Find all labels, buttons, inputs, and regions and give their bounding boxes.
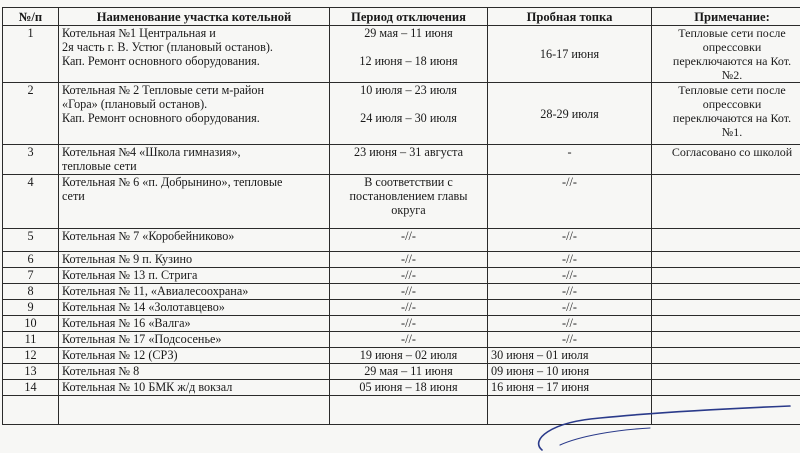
row-number: 7: [3, 268, 59, 284]
note-cell-line: переключаются на Кот.: [672, 111, 792, 125]
note-cell-line: [655, 332, 800, 346]
note-cell: [652, 348, 800, 364]
trial-firing-cell: -//-: [488, 332, 652, 348]
note-cell-line: №2.: [721, 68, 743, 82]
note-cell-line: опрессовки: [702, 40, 762, 54]
table-row: [3, 83, 800, 145]
outage-period-cell: [330, 396, 488, 425]
table-row: [3, 364, 800, 380]
outage-period-cell: [330, 284, 488, 300]
trial-firing-cell: -//-: [488, 175, 652, 229]
outage-period-cell: [330, 26, 488, 83]
section-name-cell: [59, 380, 330, 396]
section-name-cell: [59, 316, 330, 332]
row-number: 12: [3, 348, 59, 364]
trial-firing-cell: 16-17 июня: [488, 26, 652, 83]
trial-firing-cell: -//-: [488, 252, 652, 268]
note-cell: [652, 175, 800, 229]
header-note: Примечание:: [652, 8, 800, 26]
outage-period-cell-line: 19 июня – 02 июля: [359, 348, 458, 362]
outage-period-cell: [330, 252, 488, 268]
section-name-cell-line: Котельная № 8: [62, 364, 140, 378]
outage-period-cell-line: постановлением главы: [349, 189, 468, 203]
note-cell-line: [655, 364, 800, 378]
row-number: 2: [3, 83, 59, 145]
section-name-cell-line: тепловые сети: [62, 159, 137, 173]
note-cell-line: [655, 229, 800, 243]
section-name-cell: [59, 145, 330, 175]
note-cell: [652, 332, 800, 348]
header-section-name: Наименование участка котельной: [59, 8, 330, 26]
table-row: [3, 268, 800, 284]
outage-period-cell-line: 23 июня – 31 августа: [354, 145, 463, 159]
outage-period-cell: [330, 83, 488, 145]
trial-firing-cell: -//-: [488, 284, 652, 300]
outage-period-cell-line: -//-: [401, 332, 416, 346]
outage-period-cell-line: -//-: [401, 252, 416, 266]
section-name-cell: [59, 300, 330, 316]
outage-period-cell: [330, 316, 488, 332]
note-cell: [652, 252, 800, 268]
trial-firing-cell: -//-: [488, 229, 652, 252]
note-cell: [652, 26, 800, 83]
section-name-cell-line: Котельная № 6 «п. Добрынино», тепловые: [62, 175, 283, 189]
outage-period-cell: [330, 268, 488, 284]
outage-period-cell-line: 12 июня – 18 июня: [359, 54, 458, 68]
note-cell: [652, 364, 800, 380]
trial-firing-cell: 28-29 июля: [488, 83, 652, 145]
outage-period-cell-line: -//-: [401, 229, 416, 243]
note-cell: [652, 229, 800, 252]
table-header-row: [3, 8, 800, 26]
note-cell-line: [655, 284, 800, 298]
outage-period-cell: [330, 332, 488, 348]
section-name-cell-line: 2я часть г. В. Устюг (плановый останов).: [62, 40, 273, 54]
note-cell-line: [655, 300, 800, 314]
outage-period-cell-line: 05 июня – 18 июня: [359, 380, 458, 394]
outage-period-cell: [330, 229, 488, 252]
outage-period-cell: [330, 380, 488, 396]
note-cell-line: [655, 252, 800, 266]
section-name-cell-line: Котельная № 7 «Коробейниково»: [62, 229, 235, 243]
table-row: [3, 300, 800, 316]
section-name-cell: [59, 332, 330, 348]
section-name-cell-line: сети: [62, 189, 85, 203]
section-name-cell: [59, 396, 330, 425]
note-cell-line: Тепловые сети после: [678, 26, 786, 40]
trial-firing-cell: 09 июня – 10 июня: [488, 364, 652, 380]
section-name-cell-line: Котельная № 10 БМК ж/д вокзал: [62, 380, 233, 394]
trial-firing-cell: 30 июня – 01 июля: [488, 348, 652, 364]
outage-period-cell-line: -//-: [401, 268, 416, 282]
note-cell-line: Тепловые сети после: [678, 83, 786, 97]
outage-period-cell-line: 24 июля – 30 июля: [360, 111, 457, 125]
note-cell-line: [655, 175, 800, 189]
note-cell-line: [655, 348, 800, 362]
table-row: [3, 175, 800, 229]
section-name-cell: [59, 26, 330, 83]
row-number: 11: [3, 332, 59, 348]
outage-period-cell-line: В соответствии с: [364, 175, 453, 189]
outage-period-cell-line: [333, 97, 484, 111]
section-name-cell-line: [62, 396, 326, 410]
note-cell-line: Согласовано со школой: [671, 145, 793, 159]
section-name-cell-line: Котельная № 2 Тепловые сети м-район: [62, 83, 264, 97]
note-cell: [652, 316, 800, 332]
note-cell: [652, 268, 800, 284]
outage-period-cell-line: -//-: [401, 316, 416, 330]
note-cell: [652, 145, 800, 175]
section-name-cell-line: «Гора» (плановый останов).: [62, 97, 208, 111]
table-row: [3, 229, 800, 252]
outage-period-cell-line: 10 июля – 23 июля: [360, 83, 457, 97]
section-name-cell: [59, 252, 330, 268]
section-name-cell-line: Котельная №1 Центральная и: [62, 26, 216, 40]
trial-firing-cell: -: [488, 145, 652, 175]
row-number: 10: [3, 316, 59, 332]
outage-period-cell: [330, 175, 488, 229]
row-number: 8: [3, 284, 59, 300]
note-cell-line: переключаются на Кот.: [672, 54, 792, 68]
note-cell-line: опрессовки: [702, 97, 762, 111]
section-name-cell: [59, 348, 330, 364]
outage-period-cell: [330, 300, 488, 316]
outage-schedule-table: [2, 7, 800, 425]
section-name-cell: [59, 364, 330, 380]
section-name-cell-line: Котельная № 12 (СРЗ): [62, 348, 178, 362]
note-cell: [652, 380, 800, 396]
table-row: [3, 380, 800, 396]
outage-period-cell-line: -//-: [401, 284, 416, 298]
row-number: [3, 396, 59, 425]
outage-period-cell-line: [333, 40, 484, 54]
section-name-cell-line: Котельная № 16 «Валга»: [62, 316, 191, 330]
trial-firing-cell: 16 июня – 17 июня: [488, 380, 652, 396]
note-cell-line: [655, 316, 800, 330]
section-name-cell: [59, 284, 330, 300]
section-name-cell-line: Котельная № 13 п. Стрига: [62, 268, 198, 282]
row-number: 13: [3, 364, 59, 380]
trial-firing-cell: -//-: [488, 316, 652, 332]
section-name-cell: [59, 229, 330, 252]
note-cell: [652, 284, 800, 300]
note-cell-line: [655, 380, 800, 394]
note-cell-line: [655, 268, 800, 282]
outage-period-cell: [330, 145, 488, 175]
row-number: 14: [3, 380, 59, 396]
section-name-cell-line: Кап. Ремонт основного оборудования.: [62, 54, 260, 68]
table-row: [3, 332, 800, 348]
table-row: [3, 316, 800, 332]
note-cell-line: №1.: [721, 125, 743, 139]
outage-period-cell: [330, 348, 488, 364]
outage-period-cell-line: округа: [391, 203, 426, 217]
table-row: [3, 284, 800, 300]
row-number: 9: [3, 300, 59, 316]
table-body: [3, 26, 800, 425]
header-outage-period: Период отключения: [330, 8, 488, 26]
section-name-cell-line: Котельная № 11, «Авиалесоохрана»: [62, 284, 249, 298]
section-name-cell-line: Котельная №4 «Школа гимназия»,: [62, 145, 241, 159]
table-row: [3, 26, 800, 83]
outage-period-cell-line: -//-: [401, 300, 416, 314]
row-number: 6: [3, 252, 59, 268]
row-number: 4: [3, 175, 59, 229]
section-name-cell-line: Котельная № 17 «Подсосенье»: [62, 332, 222, 346]
row-number: 3: [3, 145, 59, 175]
outage-period-cell-line: 29 мая – 11 июня: [364, 26, 453, 40]
outage-period-cell-line: [333, 396, 484, 410]
table-row: [3, 145, 800, 175]
section-name-cell: [59, 83, 330, 145]
note-cell: [652, 300, 800, 316]
section-name-cell-line: Котельная № 9 п. Кузино: [62, 252, 193, 266]
trial-firing-cell: -//-: [488, 300, 652, 316]
table-row: [3, 252, 800, 268]
section-name-cell: [59, 175, 330, 229]
outage-period-cell-line: 29 мая – 11 июня: [364, 364, 453, 378]
section-name-cell-line: Кап. Ремонт основного оборудования.: [62, 111, 260, 125]
trial-firing-cell: -//-: [488, 268, 652, 284]
outage-period-cell: [330, 364, 488, 380]
note-cell: [652, 83, 800, 145]
table-row: [3, 348, 800, 364]
section-name-cell: [59, 268, 330, 284]
header-trial-firing: Пробная топка: [488, 8, 652, 26]
row-number: 5: [3, 229, 59, 252]
header-number: №/п: [3, 8, 59, 26]
section-name-cell-line: Котельная № 14 «Золотавцево»: [62, 300, 225, 314]
row-number: 1: [3, 26, 59, 83]
handwritten-signature: [520, 400, 800, 453]
